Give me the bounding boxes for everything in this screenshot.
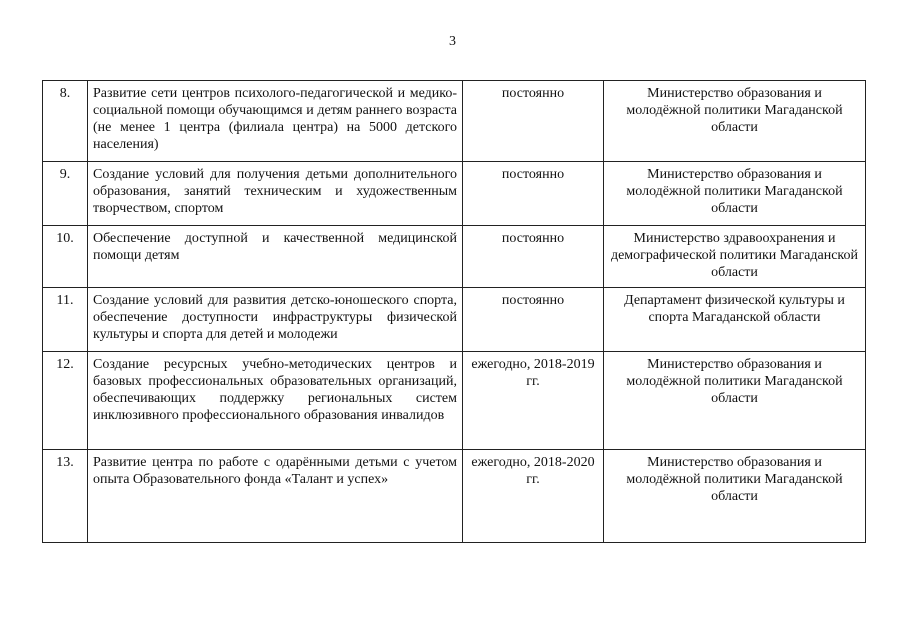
- term-text: постоянно: [463, 162, 604, 226]
- measure-text: Развитие центра по работе с одарёнными детьми с учетом опыта Образовательного фонда «Талант и успех»: [88, 450, 463, 543]
- measure-text: Создание ресурсных учебно-методических центров и базовых профессиональных образовательных организаций, обеспечивающих поддержку региональных систем инклюзивного профессионального образования инвалидов: [88, 352, 463, 450]
- row-number: 11.: [43, 288, 88, 352]
- row-number: 13.: [43, 450, 88, 543]
- row-number: 12.: [43, 352, 88, 450]
- table-row: [43, 288, 866, 352]
- page-number: 3: [449, 34, 456, 49]
- measure-text: Создание условий для получения детьми дополнительного образования, занятий техническим и художественным творчеством, спортом: [88, 162, 463, 226]
- row-number: 9.: [43, 162, 88, 226]
- term-text: ежегодно, 2018-2019 гг.: [463, 352, 604, 450]
- responsible-text: Министерство образования и молодёжной политики Магаданской области: [604, 81, 866, 162]
- responsible-text: Министерство образования и молодёжной политики Магаданской области: [604, 352, 866, 450]
- responsible-text: Министерство образования и молодёжной политики Магаданской области: [604, 162, 866, 226]
- table-row: [43, 162, 866, 226]
- responsible-text: Министерство образования и молодёжной политики Магаданской области: [604, 450, 866, 543]
- term-text: постоянно: [463, 288, 604, 352]
- responsible-text: Министерство здравоохранения и демографической политики Магаданской области: [604, 226, 866, 288]
- term-text: ежегодно, 2018-2020 гг.: [463, 450, 604, 543]
- table-row: [43, 450, 866, 543]
- measures-table: [42, 80, 866, 543]
- measure-text: Создание условий для развития детско-юношеского спорта, обеспечение доступности инфраструктуры физической культуры и спорта для детей и молодежи: [88, 288, 463, 352]
- table-row: [43, 352, 866, 450]
- term-text: постоянно: [463, 226, 604, 288]
- responsible-text: Департамент физической культуры и спорта Магаданской области: [604, 288, 866, 352]
- row-number: 10.: [43, 226, 88, 288]
- measure-text: Развитие сети центров психолого-педагогической и медико-социальной помощи обучающимся и детям раннего возраста (не менее 1 центра (филиала центра) на 5000 детского населения): [88, 81, 463, 162]
- row-number: 8.: [43, 81, 88, 162]
- term-text: постоянно: [463, 81, 604, 162]
- measure-text: Обеспечение доступной и качественной медицинской помощи детям: [88, 226, 463, 288]
- table-row: [43, 226, 866, 288]
- table-row: [43, 81, 866, 162]
